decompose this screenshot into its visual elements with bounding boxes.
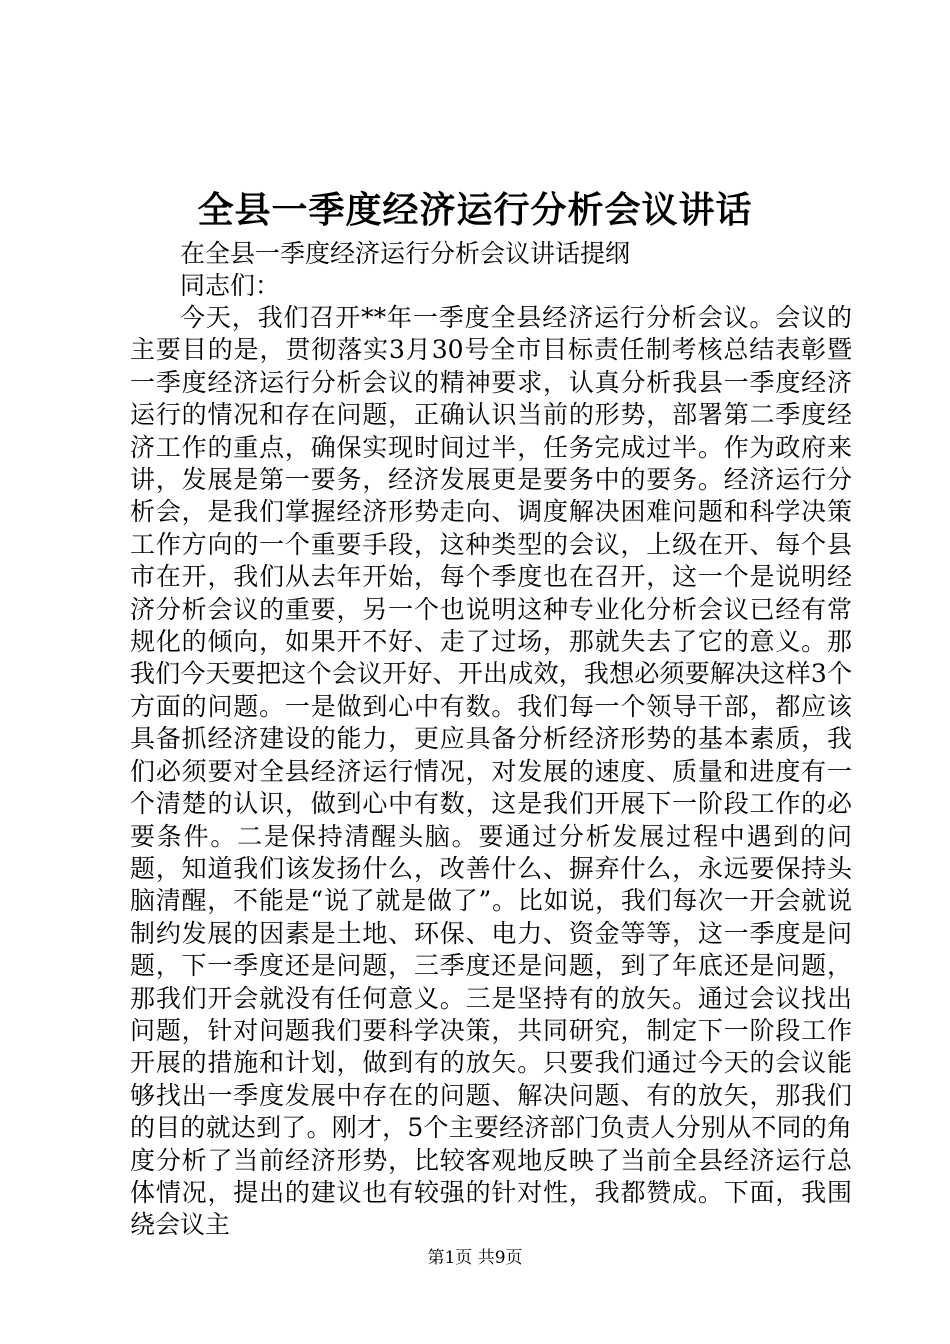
document-title: 全县一季度经济运行分析会议讲话	[197, 189, 753, 231]
page-footer: 第1页 共9页	[427, 1248, 523, 1268]
document-subtitle: 在全县一季度经济运行分析会议讲话提纲	[180, 239, 631, 268]
body-paragraph: 今天，我们召开**年一季度全县经济运行分析会议。会议的主要目的是，贯彻落实3月30号全市目标责任制考核总结表彰暨一季度经济运行分析会议的精神要求，认真分析我县一季度经济运行的情况和存在问题，正确认识当前的形势，部署第二季度经济工作的重点，确保实现时间过半，任务完成过半。作为政府来讲，发展是第一要务，经济发展更是要务中的要务。经济运行分析会，是我们掌握经济形势走向、调度解决困难问题和科学决策工作方向的一个重要手段，这种类型的会议，上级在开、每个县市在开，我们从去年开始，每个季度也在召开，这一个是说明经济分析会议的重要，另一个也说明这种专业化分析会议已经有常规化的倾向，如果开不好、走了过场，那就失去了它的意义。那我们今天要把这个会议开好、开出成效，我想必须要解决这样3个方面的问题。一是做到心中有数。我们每一个领导干部，都应该具备抓经济建设的能力，更应具备分析经济形势的基本素质，我们必须要对全县经济运行情况，对发展的速度、质量和进度有一个清楚的认识，做到心中有数，这是我们开展下一阶段工作的必要条件。二是保持清醒头脑。要通过分析发展过程中遇到的问题，知道我们该发扬什么，改善什么、摒弃什么，永远要保持头脑清醒，不能是“说了就是做了”。比如说，我们每次一开会就说制约发展的因素是土地、环保、电力、资金等等，这一季度是问题，下一季度还是问题，三季度还是问题，到了年底还是问题，那我们开会就没有任何意义。三是坚持有的放矢。通过会议找出问题，针对问题我们要科学决策，共同研究，制定下一阶段工作开展的措施和计划，做到有的放矢。只要我们通过今天的会议能够找出一季度发展中存在的问题、解决问题、有的放矢，那我们的目的就达到了。刚才，5个主要经济部门负责人分别从不同的角度分析了当前经济形势，比较客观地反映了当前全县经济运行总体情况，提出的建议也有较强的针对性，我都赞成。下面，我围绕会议主	[130, 303, 852, 1240]
salutation: 同志们：	[180, 271, 281, 300]
